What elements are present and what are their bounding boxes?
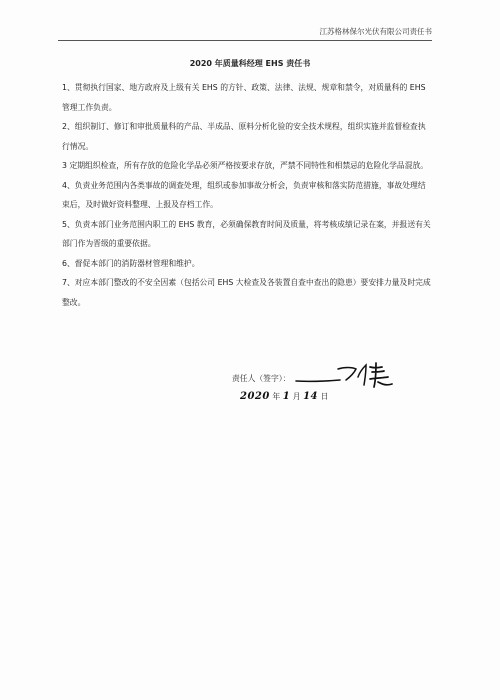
signature-date xyxy=(240,391,328,402)
paragraph-4: 4、负责业务范围内各类事故的调查处理，组织或参加事故分析会，负责审核和落实防范措施，事故处理结束后，及时做好资料整理、上报及存档工作。 xyxy=(62,180,426,209)
date-month-handwritten: 1 xyxy=(282,391,291,402)
date-year-unit: 年 xyxy=(272,392,281,401)
paragraph-6: 6、督促本部门的消防器材管理和维护。 xyxy=(62,258,200,268)
paragraph-2: 2、组织制订、修订和审批质量科的产品、半成品、原料分析化验的安全技术规程，组织实施并监督检查执行情况。 xyxy=(62,122,426,151)
date-day-unit: 日 xyxy=(320,392,329,401)
paragraph-5: 5、负责本部门业务范围内职工的 EHS 教育，必须确保教育时间及质量，将考核成绩记录在案，并报送有关部门作为晋级的重要依据。 xyxy=(62,219,431,248)
signature-label: 责任人（签字）： xyxy=(232,374,291,383)
header-company-name: 江苏格林保尔光伏有限公司责任书 xyxy=(319,27,432,36)
paragraph-3: 3 定期组织检查，所有存放的危险化学品必须严格按要求存放，严禁不同特性和相禁忌的危险化学品混放。 xyxy=(62,161,429,170)
paragraph-7: 7、对应本部门整改的不安全因素（包括公司 EHS 大检查及各装置自查中查出的隐患）要安排力量及时完成整改。 xyxy=(62,278,431,307)
paragraph-1: 1、贯彻执行国家、地方政府及上级有关 EHS 的方针、政策、法律、法规、规章和禁令，对质量科的 EHS 管理工作负责。 xyxy=(62,83,426,112)
date-day-handwritten: 14 xyxy=(303,391,319,402)
document-title: 2020 年质量科经理 EHS 责任书 xyxy=(189,59,311,68)
date-month-unit: 月 xyxy=(292,392,301,401)
header-divider xyxy=(58,40,432,41)
handwritten-signature xyxy=(294,359,409,393)
date-year-handwritten: 2020 xyxy=(240,391,270,402)
document-body xyxy=(62,78,432,312)
